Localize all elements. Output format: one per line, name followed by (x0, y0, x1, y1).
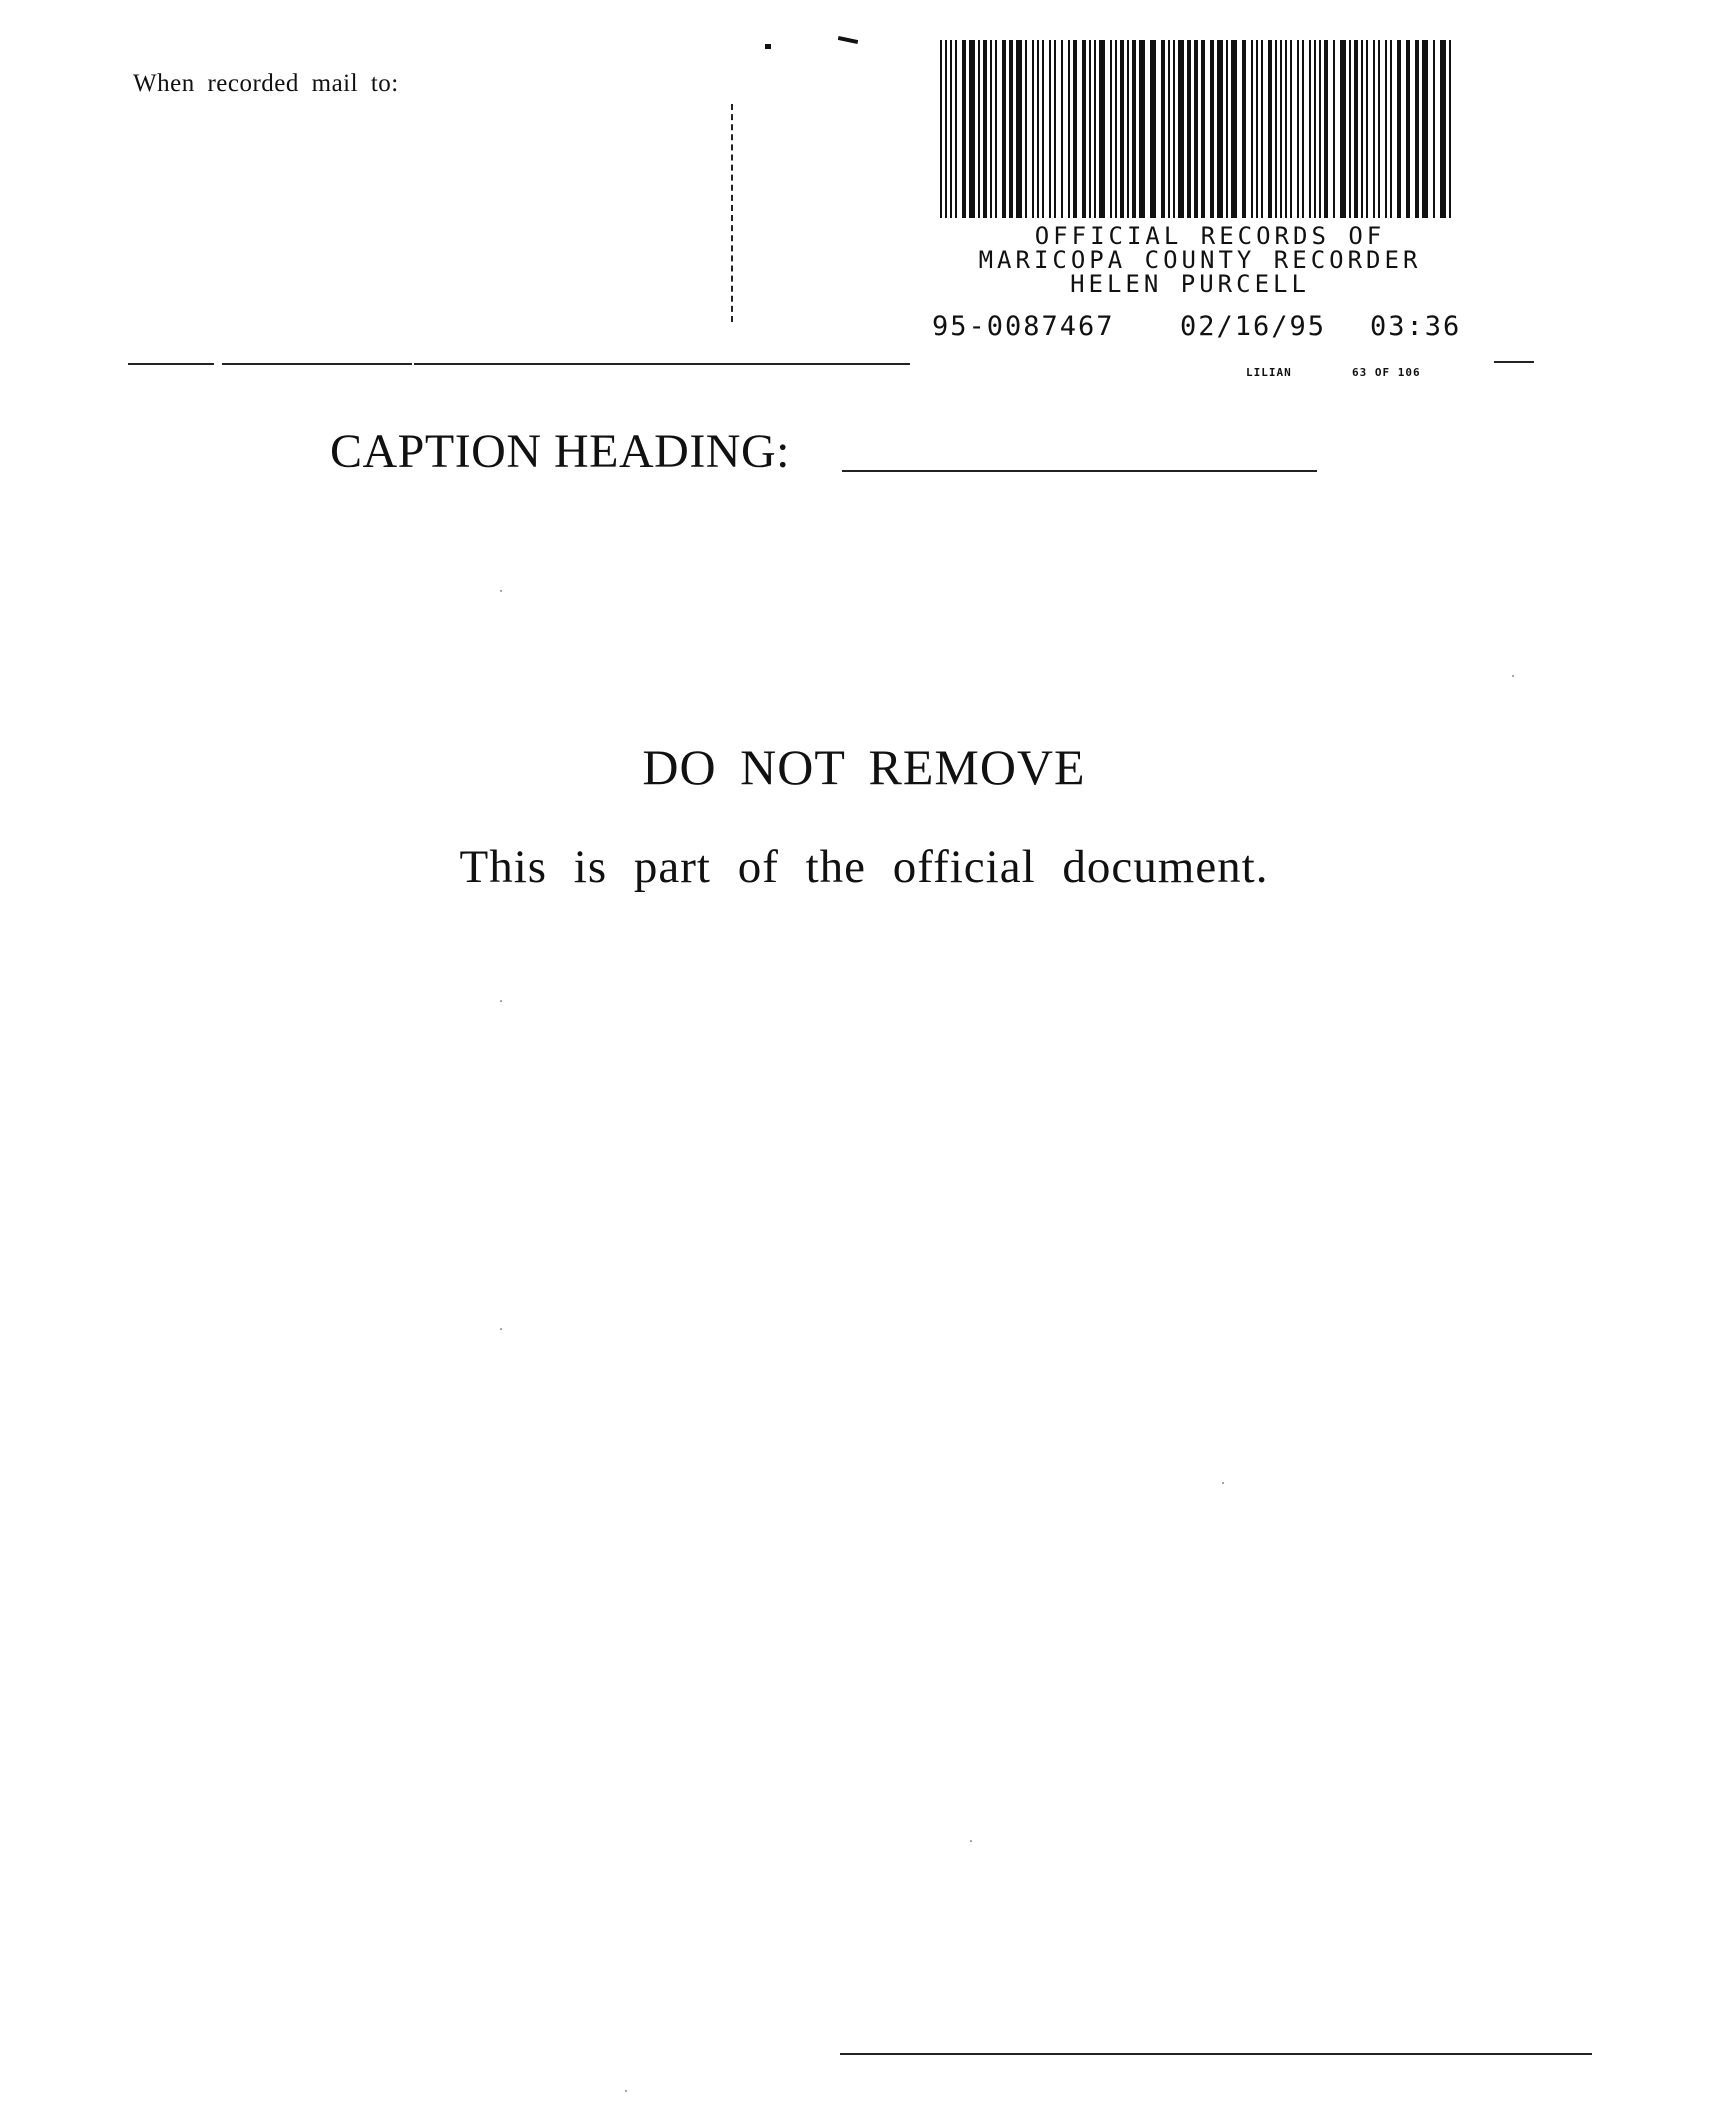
barcode-bar (1324, 40, 1328, 218)
barcode-bar (1297, 40, 1299, 218)
barcode-bar (1349, 40, 1351, 218)
barcode-bar (950, 40, 952, 218)
barcode-bar (1054, 40, 1056, 218)
barcode-bar (1433, 40, 1435, 218)
barcode-bar (1406, 40, 1410, 218)
barcode-bar (1217, 40, 1223, 218)
barcode-bar (1449, 40, 1451, 218)
barcode-bar (1201, 40, 1205, 218)
barcode-bar (1390, 40, 1392, 218)
record-time: 03:36 (1370, 311, 1462, 342)
barcode-bar (1280, 40, 1282, 218)
barcode-bar (1127, 40, 1129, 218)
barcode-bar (1361, 40, 1363, 218)
barcode-bar (1009, 40, 1013, 218)
header-rule (1494, 361, 1534, 363)
barcode-bar (940, 40, 942, 218)
barcode-bar (1049, 40, 1051, 218)
scan-speck (970, 1840, 972, 1842)
barcode-bar (1161, 40, 1165, 218)
barcode-bar (1415, 40, 1419, 218)
barcode-bar (1385, 40, 1387, 218)
mail-to-label: When recorded mail to: (133, 70, 399, 97)
recorder-stamp (930, 224, 1490, 296)
scan-speck (625, 2090, 627, 2092)
barcode-bar (1168, 40, 1170, 218)
barcode-bar (1333, 40, 1335, 218)
barcode-bar (1231, 40, 1237, 218)
scan-speck (500, 1000, 502, 1002)
notice-title: DO NOT REMOVE (642, 739, 1086, 795)
barcode-bar (1397, 40, 1401, 218)
barcode-bar (1251, 40, 1253, 218)
barcode-bar (1285, 40, 1287, 218)
barcode-bar (1261, 40, 1263, 218)
notice-body: This is part of the official document. (459, 841, 1269, 893)
barcode-bar (1042, 40, 1044, 218)
barcode-bar (1194, 40, 1198, 218)
barcode-icon (940, 40, 1455, 218)
barcode-bar (1073, 40, 1077, 218)
barcode-bar (1150, 40, 1156, 218)
scan-mark (838, 36, 858, 44)
caption-heading: CAPTION HEADING: (330, 425, 790, 478)
address-box-divider (731, 104, 733, 322)
barcode-bar (1256, 40, 1258, 218)
scan-speck (1222, 1482, 1224, 1484)
barcode-bar (1082, 40, 1086, 218)
barcode-bar (955, 40, 957, 218)
scan-mark (765, 44, 771, 49)
barcode-bar (962, 40, 966, 218)
barcode-bar (1002, 40, 1006, 218)
footer-rule (840, 2053, 1592, 2055)
barcode-bar (1089, 40, 1091, 218)
barcode-bar (1115, 40, 1117, 218)
barcode-bar (1016, 40, 1022, 218)
barcode-bar (1302, 40, 1304, 218)
barcode-bar (1061, 40, 1063, 218)
clerk-name: LILIAN (1246, 366, 1292, 379)
barcode-bar (1025, 40, 1027, 218)
caption-blank-line (842, 470, 1317, 472)
scan-speck (500, 590, 502, 592)
page-count: 63 OF 106 (1352, 366, 1421, 379)
barcode-bar (1068, 40, 1070, 218)
barcode-bar (1268, 40, 1272, 218)
barcode-bar (945, 40, 947, 218)
record-date: 02/16/95 (1180, 311, 1327, 342)
barcode-bar (1309, 40, 1311, 218)
barcode-bar (1340, 40, 1346, 218)
barcode-bar (995, 40, 997, 218)
barcode-bar (969, 40, 975, 218)
recorder-line-2: MARICOPA COUNTY RECORDER (978, 246, 1422, 274)
barcode-bar (1378, 40, 1380, 218)
barcode-bar (978, 40, 980, 218)
barcode-bar (983, 40, 987, 218)
header-rule (128, 363, 214, 365)
header-rule (414, 363, 910, 365)
barcode-bar (1314, 40, 1316, 218)
recorder-line-1: OFFICIAL RECORDS OF (1034, 222, 1386, 250)
barcode-bar (1354, 40, 1358, 218)
barcode-bar (1110, 40, 1112, 218)
barcode-bar (1173, 40, 1175, 218)
barcode-bar (1440, 40, 1446, 218)
barcode-bar (1094, 40, 1096, 218)
barcode-bar (1037, 40, 1039, 218)
scan-speck (1512, 675, 1514, 677)
barcode-bar (1210, 40, 1214, 218)
barcode-bar (1178, 40, 1184, 218)
barcode-bar (1373, 40, 1375, 218)
barcode-bar (1275, 40, 1277, 218)
recorder-line-3: HELEN PURCELL (1070, 270, 1310, 298)
header-rule (222, 363, 412, 365)
barcode-bar (1319, 40, 1321, 218)
scan-speck (500, 1328, 502, 1330)
barcode-bar (1422, 40, 1428, 218)
barcode-bar (1242, 40, 1246, 218)
barcode-bar (1187, 40, 1191, 218)
barcode-bar (1132, 40, 1136, 218)
barcode-bar (1120, 40, 1124, 218)
barcode-bar (1099, 40, 1105, 218)
barcode-bar (1226, 40, 1228, 218)
barcode-bar (1032, 40, 1034, 218)
barcode-bar (990, 40, 992, 218)
barcode-bar (1290, 40, 1292, 218)
record-number: 95-0087467 (932, 311, 1115, 342)
barcode-bar (1366, 40, 1368, 218)
barcode-bar (1139, 40, 1145, 218)
